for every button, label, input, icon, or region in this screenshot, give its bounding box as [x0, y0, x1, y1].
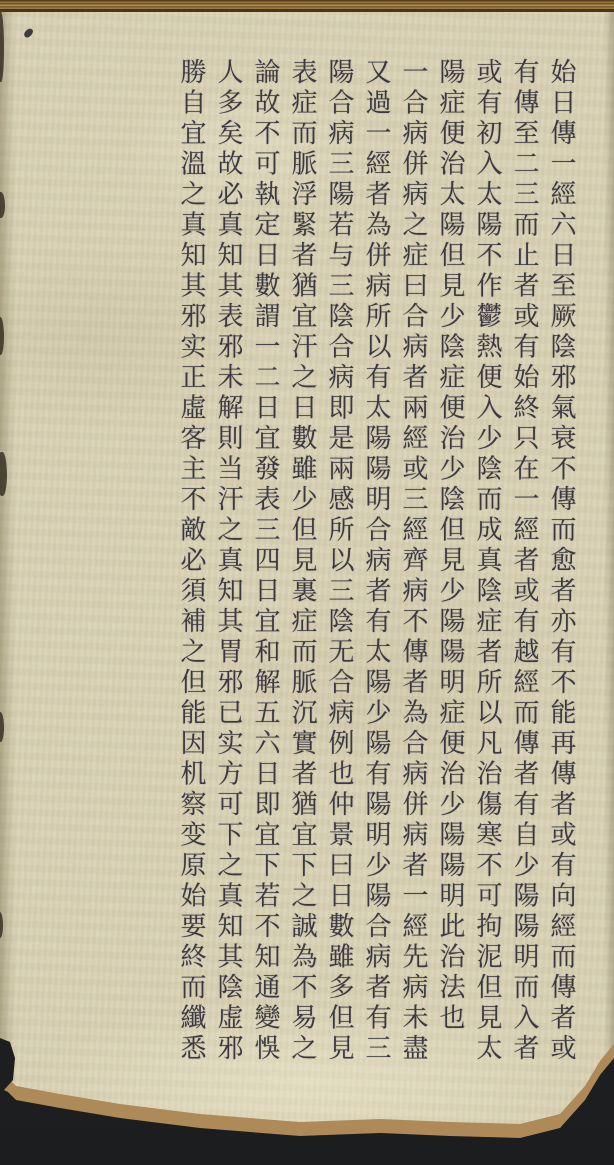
- text-column-5: 一合病併病之症曰合病者兩經或三經齊病不傳者為合病併病者一經先病未盡: [398, 58, 428, 1065]
- text-column-10: 人多矣故必真知其表邪未解則当汗之真知其胃邪已实方可下之真知其陰虚邪: [213, 58, 243, 1065]
- text-column-4: 陽症便治太陽但見少陰症便治少陰但見少陽陽明症便治少陽陽明此治法也: [435, 58, 465, 1034]
- text-column-7: 陽合病三陽若与三陰合病即是兩感所以三陰无合病例也仲景曰日數雖多但見: [324, 58, 354, 1065]
- right-edge-shadow: [604, 12, 614, 1165]
- text-column-2: 有傳至二三而止者或有始終只在一經者或有越經而傳者有自少陽陽明而入者: [509, 58, 539, 1065]
- torn-left-edge: [0, 12, 16, 1165]
- text-column-3: 或有初入太陽不作鬱熱便入少陰而成真陰症者所以凡治傷寒不可拘泥但見太: [472, 58, 502, 1065]
- text-block: [167, 58, 584, 1088]
- paper-sheet: [0, 12, 614, 1165]
- text-column-8: 表症而脈浮緊者猶宜汗之日數雖少但見裏症而脈沉實者猶宜下之誠為不易之: [287, 58, 317, 1065]
- text-column-9: 論故不可執定日數謂一二日宜發表三四日宜和解五六日即宜下若不知通變悞: [250, 58, 280, 1065]
- text-column-11: 勝自宜溫之真知其邪实正虛客主不敵必須補之但能因机察变原始要終而纖悉: [176, 58, 206, 1065]
- ink-speck: [23, 27, 34, 39]
- text-column-6: 又過一經者為併病所以有太陽陽明合病者有太陽少陽有陽明少陽合病者有三: [361, 58, 391, 1065]
- text-column-1: 始日傳一經六日至厥陰邪氣衰不傳而愈者亦有不能再傳者或有向經而傳者或: [546, 58, 576, 1065]
